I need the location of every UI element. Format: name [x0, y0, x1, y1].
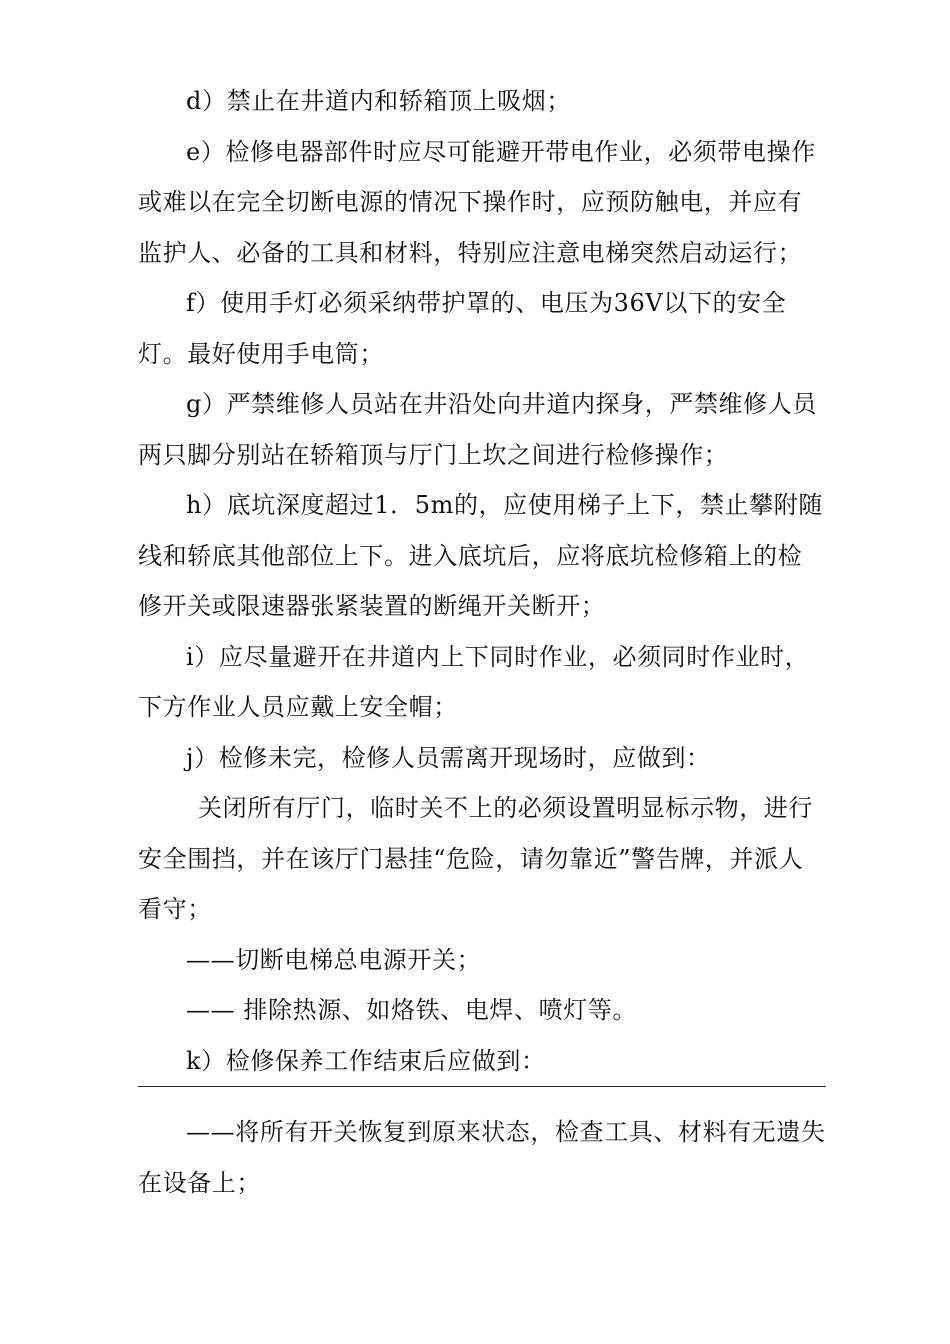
paragraph-restore-switches: ——将所有开关恢复到原来状态，检查工具、材料有无遗失在设备上；: [138, 1118, 826, 1197]
paragraph-remove-heat-sources: —— 排除热源、如烙铁、电焊、喷灯等。: [186, 996, 638, 1024]
main-text-section: [138, 76, 826, 1086]
paragraph-h-pit-access: h）底坑深度超过1．5m的，应使用梯子上下，禁止攀附随线和轿底其他部位上下。进入底坑后，应将底坑检修箱上的检修开关或限速器张紧装置的断绳开关断开；: [138, 491, 823, 620]
page-divider: [138, 1086, 826, 1087]
paragraph-cut-main-power: ——切断电梯总电源开关；: [186, 945, 482, 974]
paragraph-close-landing-doors: 关闭所有厅门，临时关不上的必须设置明显标示物，进行安全围挡，并在该厅门悬挂“危险，请勿靠近”警告牌，并派人看守；: [138, 794, 813, 923]
continuation-text-section: [138, 1107, 826, 1208]
paragraph-g-hoistway-safety: g）严禁维修人员站在井沿处向井道内探身，严禁维修人员两只脚分别站在轿箱顶与厅门上坎之间进行检修操作；: [138, 390, 817, 469]
paragraph-e-electrical-maintenance: e）检修电器部件时应尽可能避开带电作业，必须带电操作或难以在完全切断电源的情况下操作时，应预防触电，并应有监护人、必备的工具和材料，特别应注意电梯突然启动运行；: [138, 137, 816, 267]
paragraph-d-no-smoking: d）禁止在井道内和轿箱顶上吸烟；: [186, 87, 571, 115]
paragraph-j-unfinished-maintenance: j）检修未完，检修人员需离开现场时，应做到：: [186, 743, 711, 772]
paragraph-f-hand-lamp: f）使用手灯必须采纳带护罩的、电压为36V以下的安全灯。最好使用手电筒；: [138, 289, 787, 368]
paragraph-k-after-maintenance: k）检修保养工作结束后应做到：: [186, 1046, 546, 1075]
paragraph-i-simultaneous-work: i）应尽量避开在井道内上下同时作业，必须同时作业时，下方作业人员应戴上安全帽；: [138, 642, 810, 721]
